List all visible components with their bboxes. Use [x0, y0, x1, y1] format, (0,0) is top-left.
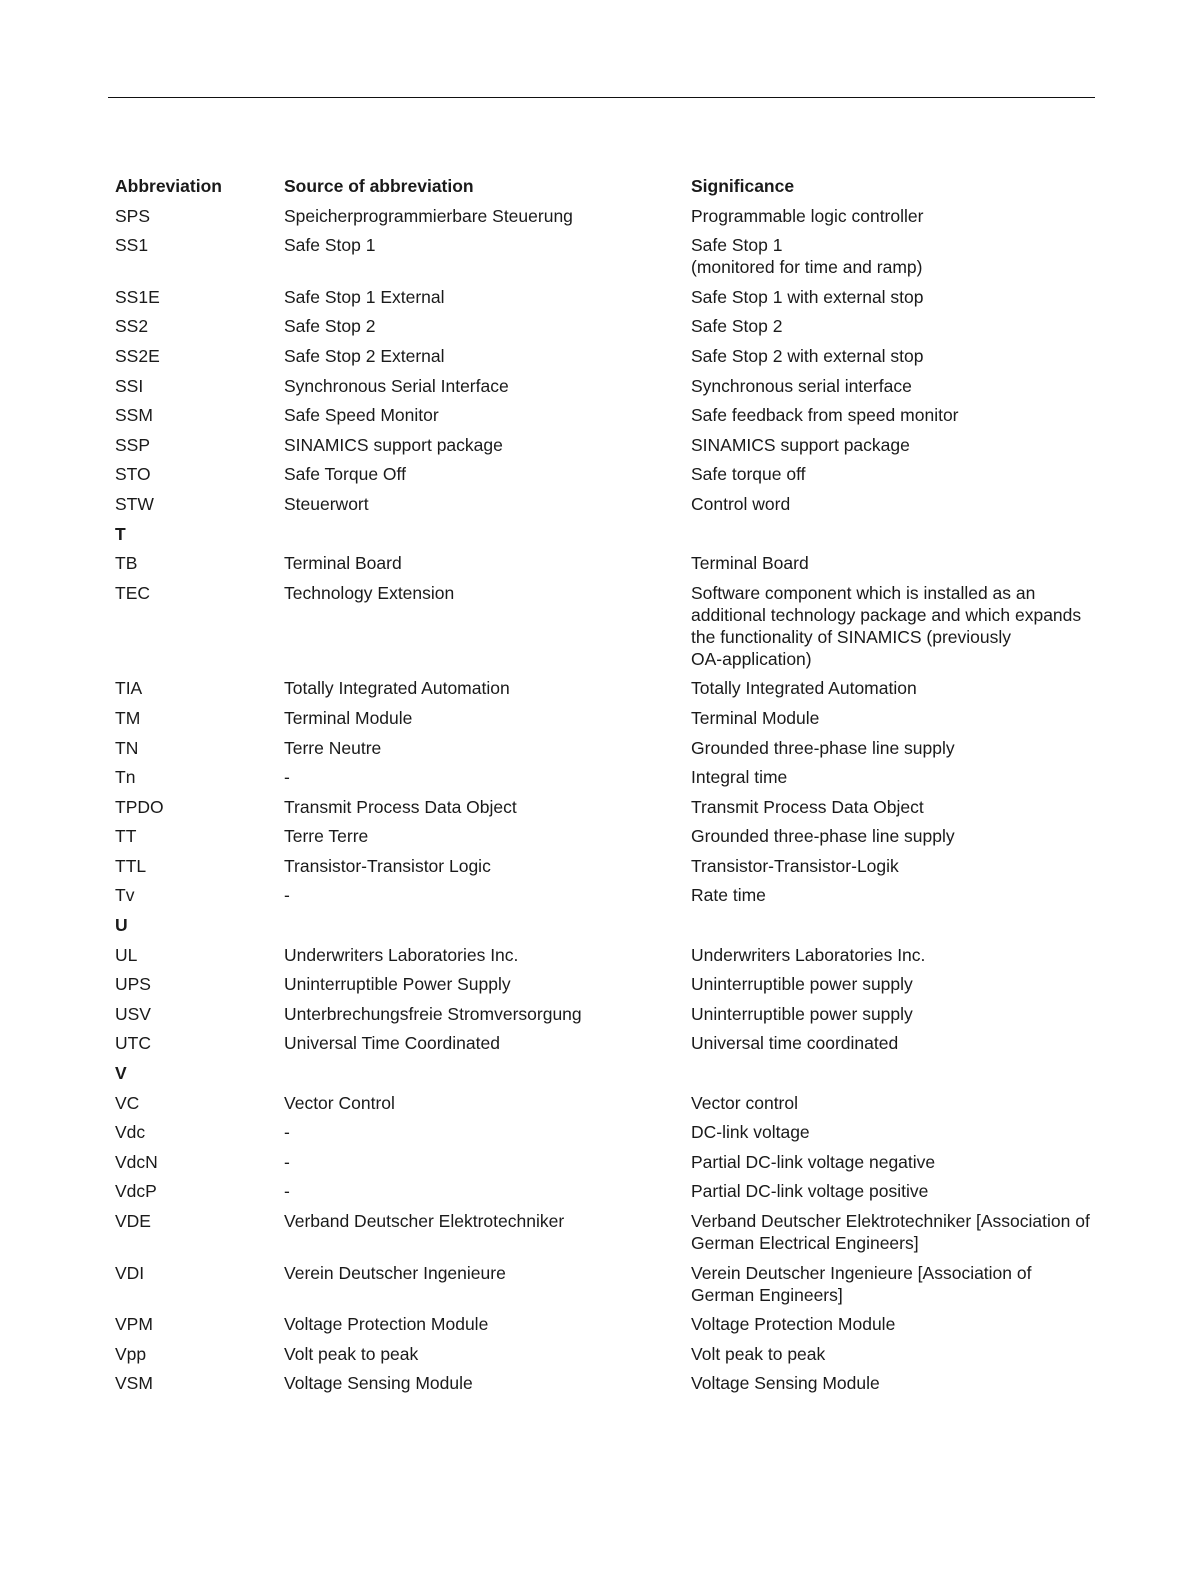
section-letter: U: [115, 915, 128, 936]
significance-cell: Underwriters Laboratories Inc.: [691, 944, 926, 965]
significance-cell: Safe Stop 2 with external stop: [691, 345, 924, 366]
source-cell: Terre Terre: [284, 826, 369, 847]
significance-cell: Rate time: [691, 885, 766, 906]
abbreviation-cell: SSP: [115, 434, 151, 455]
source-cell: -: [284, 1181, 290, 1202]
table-row: [115, 825, 1105, 855]
source-cell: Verband Deutscher Elektrotechniker: [284, 1211, 565, 1231]
table-row: [115, 973, 1105, 1003]
section-letter: V: [115, 1063, 127, 1084]
abbreviation-cell: SS2: [115, 316, 149, 337]
significance-cell: Universal time coordinated: [691, 1033, 899, 1054]
significance-cell: Totally Integrated Automation: [691, 678, 917, 699]
source-cell: Safe Stop 2: [284, 316, 376, 337]
significance-cell: Partial DC-link voltage positive: [691, 1181, 929, 1202]
table-row: [115, 1180, 1105, 1210]
header-rule: [108, 97, 1095, 98]
abbreviation-cell: TEC: [115, 582, 150, 603]
abbreviation-cell: VDI: [115, 1262, 145, 1283]
abbreviation-cell: TM: [115, 707, 141, 728]
section-letter-row: [115, 914, 1105, 944]
abbreviation-cell: USV: [115, 1003, 151, 1024]
source-cell: Safe Stop 2 External: [284, 345, 445, 366]
source-cell: Safe Stop 1 External: [284, 286, 445, 307]
significance-cell: Safe Stop 1 (monitored for time and ramp): [691, 235, 923, 278]
table-row: [115, 884, 1105, 914]
abbreviation-table: [115, 175, 1105, 1402]
abbreviation-cell: VPM: [115, 1314, 153, 1335]
table-row: [115, 404, 1105, 434]
abbreviation-cell: UTC: [115, 1033, 151, 1054]
source-cell: Unterbrechungsfreie Stromversorgung: [284, 1003, 582, 1024]
source-cell: Vector Control: [284, 1092, 395, 1113]
significance-cell: Transistor-Transistor-Logik: [691, 855, 899, 876]
abbreviation-cell: STO: [115, 464, 151, 485]
abbreviation-cell: TT: [115, 826, 137, 847]
section-letter-row: [115, 523, 1105, 553]
table-row: [115, 434, 1105, 464]
table-row: [115, 1343, 1105, 1373]
table-row: [115, 766, 1105, 796]
significance-cell: DC-link voltage: [691, 1122, 810, 1143]
significance-cell: Terminal Module: [691, 707, 820, 728]
significance-cell: Safe Stop 2: [691, 316, 783, 337]
significance-cell: Control word: [691, 493, 791, 514]
table-row: [115, 205, 1105, 235]
table-row: [115, 1092, 1105, 1122]
source-cell: -: [284, 767, 290, 788]
source-cell: Terre Neutre: [284, 737, 382, 758]
table-row: [115, 582, 1105, 678]
abbreviation-cell: SS2E: [115, 345, 160, 366]
significance-cell: Grounded three-phase line supply: [691, 737, 955, 758]
abbreviation-cell: Tv: [115, 885, 135, 906]
header-abbreviation: Abbreviation: [115, 176, 222, 196]
significance-cell: Uninterruptible power supply: [691, 974, 913, 995]
table-row: [115, 345, 1105, 375]
source-cell: Terminal Module: [284, 707, 413, 728]
source-cell: Synchronous Serial Interface: [284, 375, 509, 396]
table-row: [115, 944, 1105, 974]
abbreviation-cell: VdcP: [115, 1181, 157, 1202]
significance-cell: Safe torque off: [691, 464, 806, 485]
significance-cell: Voltage Sensing Module: [691, 1373, 880, 1394]
abbreviation-cell: TB: [115, 553, 138, 574]
abbreviation-cell: TN: [115, 737, 139, 758]
abbreviation-cell: SS1: [115, 235, 149, 256]
source-cell: Volt peak to peak: [284, 1343, 419, 1364]
table-row: [115, 493, 1105, 523]
source-cell: Safe Torque Off: [284, 464, 406, 485]
table-row: [115, 737, 1105, 767]
table-row: [115, 707, 1105, 737]
source-cell: Terminal Board: [284, 553, 402, 574]
abbreviation-cell: UPS: [115, 974, 151, 995]
table-row: [115, 677, 1105, 707]
source-cell: Totally Integrated Automation: [284, 678, 510, 699]
table-row: [115, 1262, 1105, 1314]
section-letter-row: [115, 1062, 1105, 1092]
abbreviation-cell: SPS: [115, 205, 151, 226]
abbreviation-cell: VSM: [115, 1373, 153, 1394]
source-cell: Steuerwort: [284, 493, 369, 514]
abbreviation-cell: VdcN: [115, 1151, 158, 1172]
table-row: [115, 855, 1105, 885]
significance-cell: Voltage Protection Module: [691, 1314, 896, 1335]
source-cell: SINAMICS support package: [284, 434, 503, 455]
significance-cell: Software component which is installed as an additional technology package and which expands the functionality of SINAMICS (previously OA-application): [691, 582, 1082, 669]
abbreviation-cell: UL: [115, 944, 138, 965]
table-row: [115, 1003, 1105, 1033]
significance-cell: Programmable logic controller: [691, 205, 924, 226]
table-row: [115, 796, 1105, 826]
source-cell: Technology Extension: [284, 582, 455, 603]
abbreviation-cell: Tn: [115, 767, 136, 788]
header-source: Source of abbreviation: [284, 176, 474, 196]
significance-cell: SINAMICS support package: [691, 434, 910, 455]
significance-cell: Partial DC-link voltage negative: [691, 1151, 936, 1172]
table-row: [115, 1372, 1105, 1402]
source-cell: Speicherprogrammierbare Steuerung: [284, 205, 573, 226]
abbreviation-cell: VDE: [115, 1211, 151, 1231]
table-row: [115, 286, 1105, 316]
significance-cell: Vector control: [691, 1092, 798, 1113]
significance-cell: Volt peak to peak: [691, 1343, 826, 1364]
source-cell: Voltage Protection Module: [284, 1314, 489, 1335]
table-row: [115, 1032, 1105, 1062]
table-body: [115, 205, 1105, 1402]
significance-cell: Verband Deutscher Elektrotechniker [Association of German Electrical Engineers]: [691, 1211, 1090, 1253]
source-cell: Underwriters Laboratories Inc.: [284, 944, 519, 965]
source-cell: -: [284, 1122, 290, 1143]
abbreviation-cell: STW: [115, 493, 154, 514]
table-row: [115, 1151, 1105, 1181]
source-cell: Safe Stop 1: [284, 235, 376, 256]
header-significance: Significance: [691, 176, 795, 196]
table-header: [115, 175, 1105, 205]
significance-cell: Terminal Board: [691, 553, 809, 574]
table-row: [115, 552, 1105, 582]
source-cell: Safe Speed Monitor: [284, 405, 439, 426]
abbreviation-cell: SSI: [115, 375, 144, 396]
significance-cell: Uninterruptible power supply: [691, 1003, 913, 1024]
significance-cell: Transmit Process Data Object: [691, 796, 924, 817]
source-cell: Transistor-Transistor Logic: [284, 855, 491, 876]
table-row: [115, 463, 1105, 493]
table-row: [115, 1121, 1105, 1151]
abbreviation-cell: TPDO: [115, 796, 164, 817]
table-row: [115, 1210, 1105, 1262]
significance-cell: Integral time: [691, 767, 788, 788]
source-cell: Verein Deutscher Ingenieure: [284, 1262, 506, 1283]
abbreviation-cell: TIA: [115, 678, 143, 699]
significance-cell: Safe Stop 1 with external stop: [691, 286, 924, 307]
abbreviation-cell: SSM: [115, 405, 153, 426]
source-cell: Uninterruptible Power Supply: [284, 974, 511, 995]
source-cell: -: [284, 1151, 290, 1172]
source-cell: Universal Time Coordinated: [284, 1033, 500, 1054]
source-cell: Transmit Process Data Object: [284, 796, 517, 817]
significance-cell: Grounded three-phase line supply: [691, 826, 955, 847]
table-row: [115, 234, 1105, 286]
source-cell: -: [284, 885, 290, 906]
section-letter: T: [115, 523, 126, 544]
abbreviation-cell: SS1E: [115, 286, 160, 307]
significance-cell: Safe feedback from speed monitor: [691, 405, 959, 426]
table-row: [115, 375, 1105, 405]
significance-cell: Verein Deutscher Ingenieure [Association of German Engineers]: [691, 1262, 1032, 1305]
significance-cell: Synchronous serial interface: [691, 375, 912, 396]
abbreviation-cell: Vdc: [115, 1122, 146, 1143]
abbreviation-cell: VC: [115, 1092, 140, 1113]
abbreviation-cell: Vpp: [115, 1343, 147, 1364]
table-row: [115, 1313, 1105, 1343]
table-row: [115, 315, 1105, 345]
abbreviation-cell: TTL: [115, 855, 147, 876]
source-cell: Voltage Sensing Module: [284, 1373, 473, 1394]
